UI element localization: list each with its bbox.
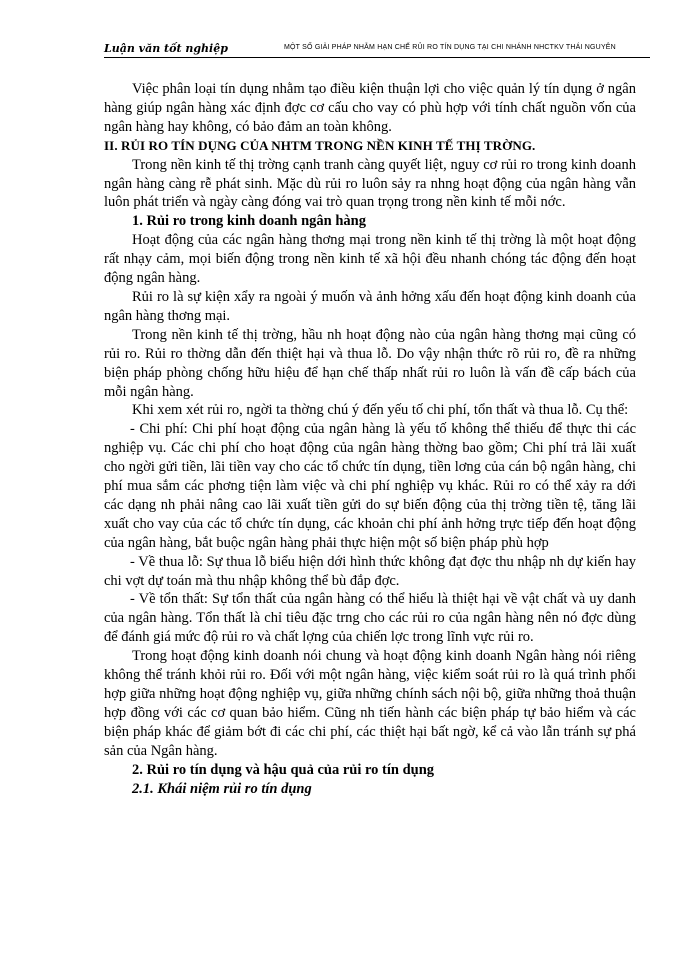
paragraph-risk-definition: Rủi ro là sự kiện xẩy ra ngoài ý muốn và ảnh hởng xấu đến hoạt động kinh doanh của ngân hàng thơng mại.	[104, 288, 636, 324]
paragraph-costs: - Chi phí: Chi phí hoạt động của ngân hàng là yếu tố không thể thiếu để thực thi các nghiệp vụ. Các chi phí cho hoạt động của ngân hàng thờng bao gồm; Chi phí trả lãi xuất cho ngời gửi tiền, lãi tiền vay cho các tổ chức tín dụng, tiền lơng của cán bộ ngân hàng, chi phí mua sắm các phơng tiện làm việc và chi phí nghiệp vụ khác. Rủi ro có thể xảy ra dới các dạng nh phải nâng cao lãi xuất tiền gửi do sự biến động của thị trờng tiền tệ, tăng lãi xuất cho vay của các tổ chức tín dụng, các khoản chi phí ảnh hởng trực tiếp đến hoạt động của ngân hàng, bắt buộc ngân hàng phải thực hiện một số biện pháp phù hợp	[104, 421, 636, 551]
subsection-heading-credit-risk-consequences: 2. Rủi ro tín dụng và hậu quả của rủi ro tín dụng	[132, 761, 435, 778]
header-thesis-label: Luận văn tốt nghiệp	[104, 42, 228, 55]
paragraph-risk-factors: Khi xem xét rủi ro, ngời ta thờng chú ý đến yếu tố chi phí, tổn thất và thua lỗ. Cụ thể:	[132, 402, 629, 419]
subsection-heading-credit-risk-concept: 2.1. Khái niệm rủi ro tín dụng	[132, 780, 312, 797]
paragraph-bank-activity: Hoạt động của các ngân hàng thơng mại trong nền kinh tế thị trờng là một hoạt động rất nhạy cảm, mọi biến động trong nền kinh tế xã hội đều nhanh chóng tác động đến hoạt động ngân hàng.	[104, 232, 636, 287]
header-divider	[104, 57, 650, 58]
paragraph-losses: - Về thua lỗ: Sự thua lỗ biểu hiện dới hình thức không đạt đợc thu nhập nh dự kiến hay chi vợt dự toán mà thu nhập không thể bù đắp đợc.	[104, 553, 636, 589]
header-document-title: MỘT SỐ GIẢI PHÁP NHẰM HẠN CHẾ RỦI RO TÍN DỤNG TẠI CHI NHÁNH NHCTKV THÁI NGUYÊN	[284, 44, 616, 51]
document-body	[104, 80, 636, 798]
paragraph-risk-awareness: Trong nền kinh tế thị trờng, hầu nh hoạt động nào của ngân hàng thơng mại cũng có rủi ro. Rủi ro thờng dẫn đến thiệt hại và thua lỗ. Do vậy nhận thức rõ rủi ro, đề ra những biện pháp phòng chống hữu hiệu để hạn chế thấp nhất rủi ro luôn là vấn đề cấp bách của mỗi ngân hàng.	[104, 326, 636, 400]
paragraph-damages: - Về tổn thất: Sự tổn thất của ngân hàng có thể hiểu là thiệt hại về vật chất và uy danh của ngân hàng. Tổn thất là chỉ tiêu đặc trng cho các rủi ro của ngân hàng nên nó đợc dùng để đánh giá mức độ rủi ro và chất lợng của chiến lợc trong lĩnh vực rủi ro.	[104, 591, 636, 646]
paragraph-market-competition: Trong nền kinh tế thị trờng cạnh tranh càng quyết liệt, nguy cơ rủi ro trong kinh doanh ngân hàng càng rễ phát sinh. Mặc dù rủi ro luôn sảy ra nhng hoạt động của ngân hàng vẫn luôn phát triển và ngày càng đóng vai trò quan trọng trong nền kinh tế mỗi nớc.	[104, 156, 636, 211]
paragraph-risk-control: Trong hoạt động kinh doanh nói chung và hoạt động kinh doanh Ngân hàng nói riêng không thể tránh khỏi rủi ro. Đối với một ngân hàng, việc kiểm soát rủi ro là quá trình phối hợp giữa những hoạt động nghiệp vụ, giữa những chính sách nội bộ, giữa những thoả thuận hợp đồng với các cơ quan bảo hiểm. Cũng nh tiến hành các biện pháp tự bảo hiểm và các biện pháp khác để giảm bớt đi các chi phí, các thiệt hại bất ngờ, kể cả vào lẫn tránh sự phá sản của Ngân hàng.	[104, 648, 636, 759]
paragraph-classification: Việc phân loại tín dụng nhằm tạo điều kiện thuận lợi cho việc quản lý tín dụng ở ngân hàng giúp ngân hàng xác định đợc cơ cấu cho vay có phù hợp với tính chất nguồn vốn của ngân hàng hay không, có bảo đảm an toàn không.	[104, 81, 636, 135]
subsection-heading-banking-risk: 1. Rủi ro trong kinh doanh ngân hàng	[132, 213, 366, 230]
section-heading-credit-risk: II. RỦI RO TÍN DỤNG CỦA NHTM TRONG NỀN KINH TẾ THỊ TRỜNG.	[104, 137, 536, 153]
